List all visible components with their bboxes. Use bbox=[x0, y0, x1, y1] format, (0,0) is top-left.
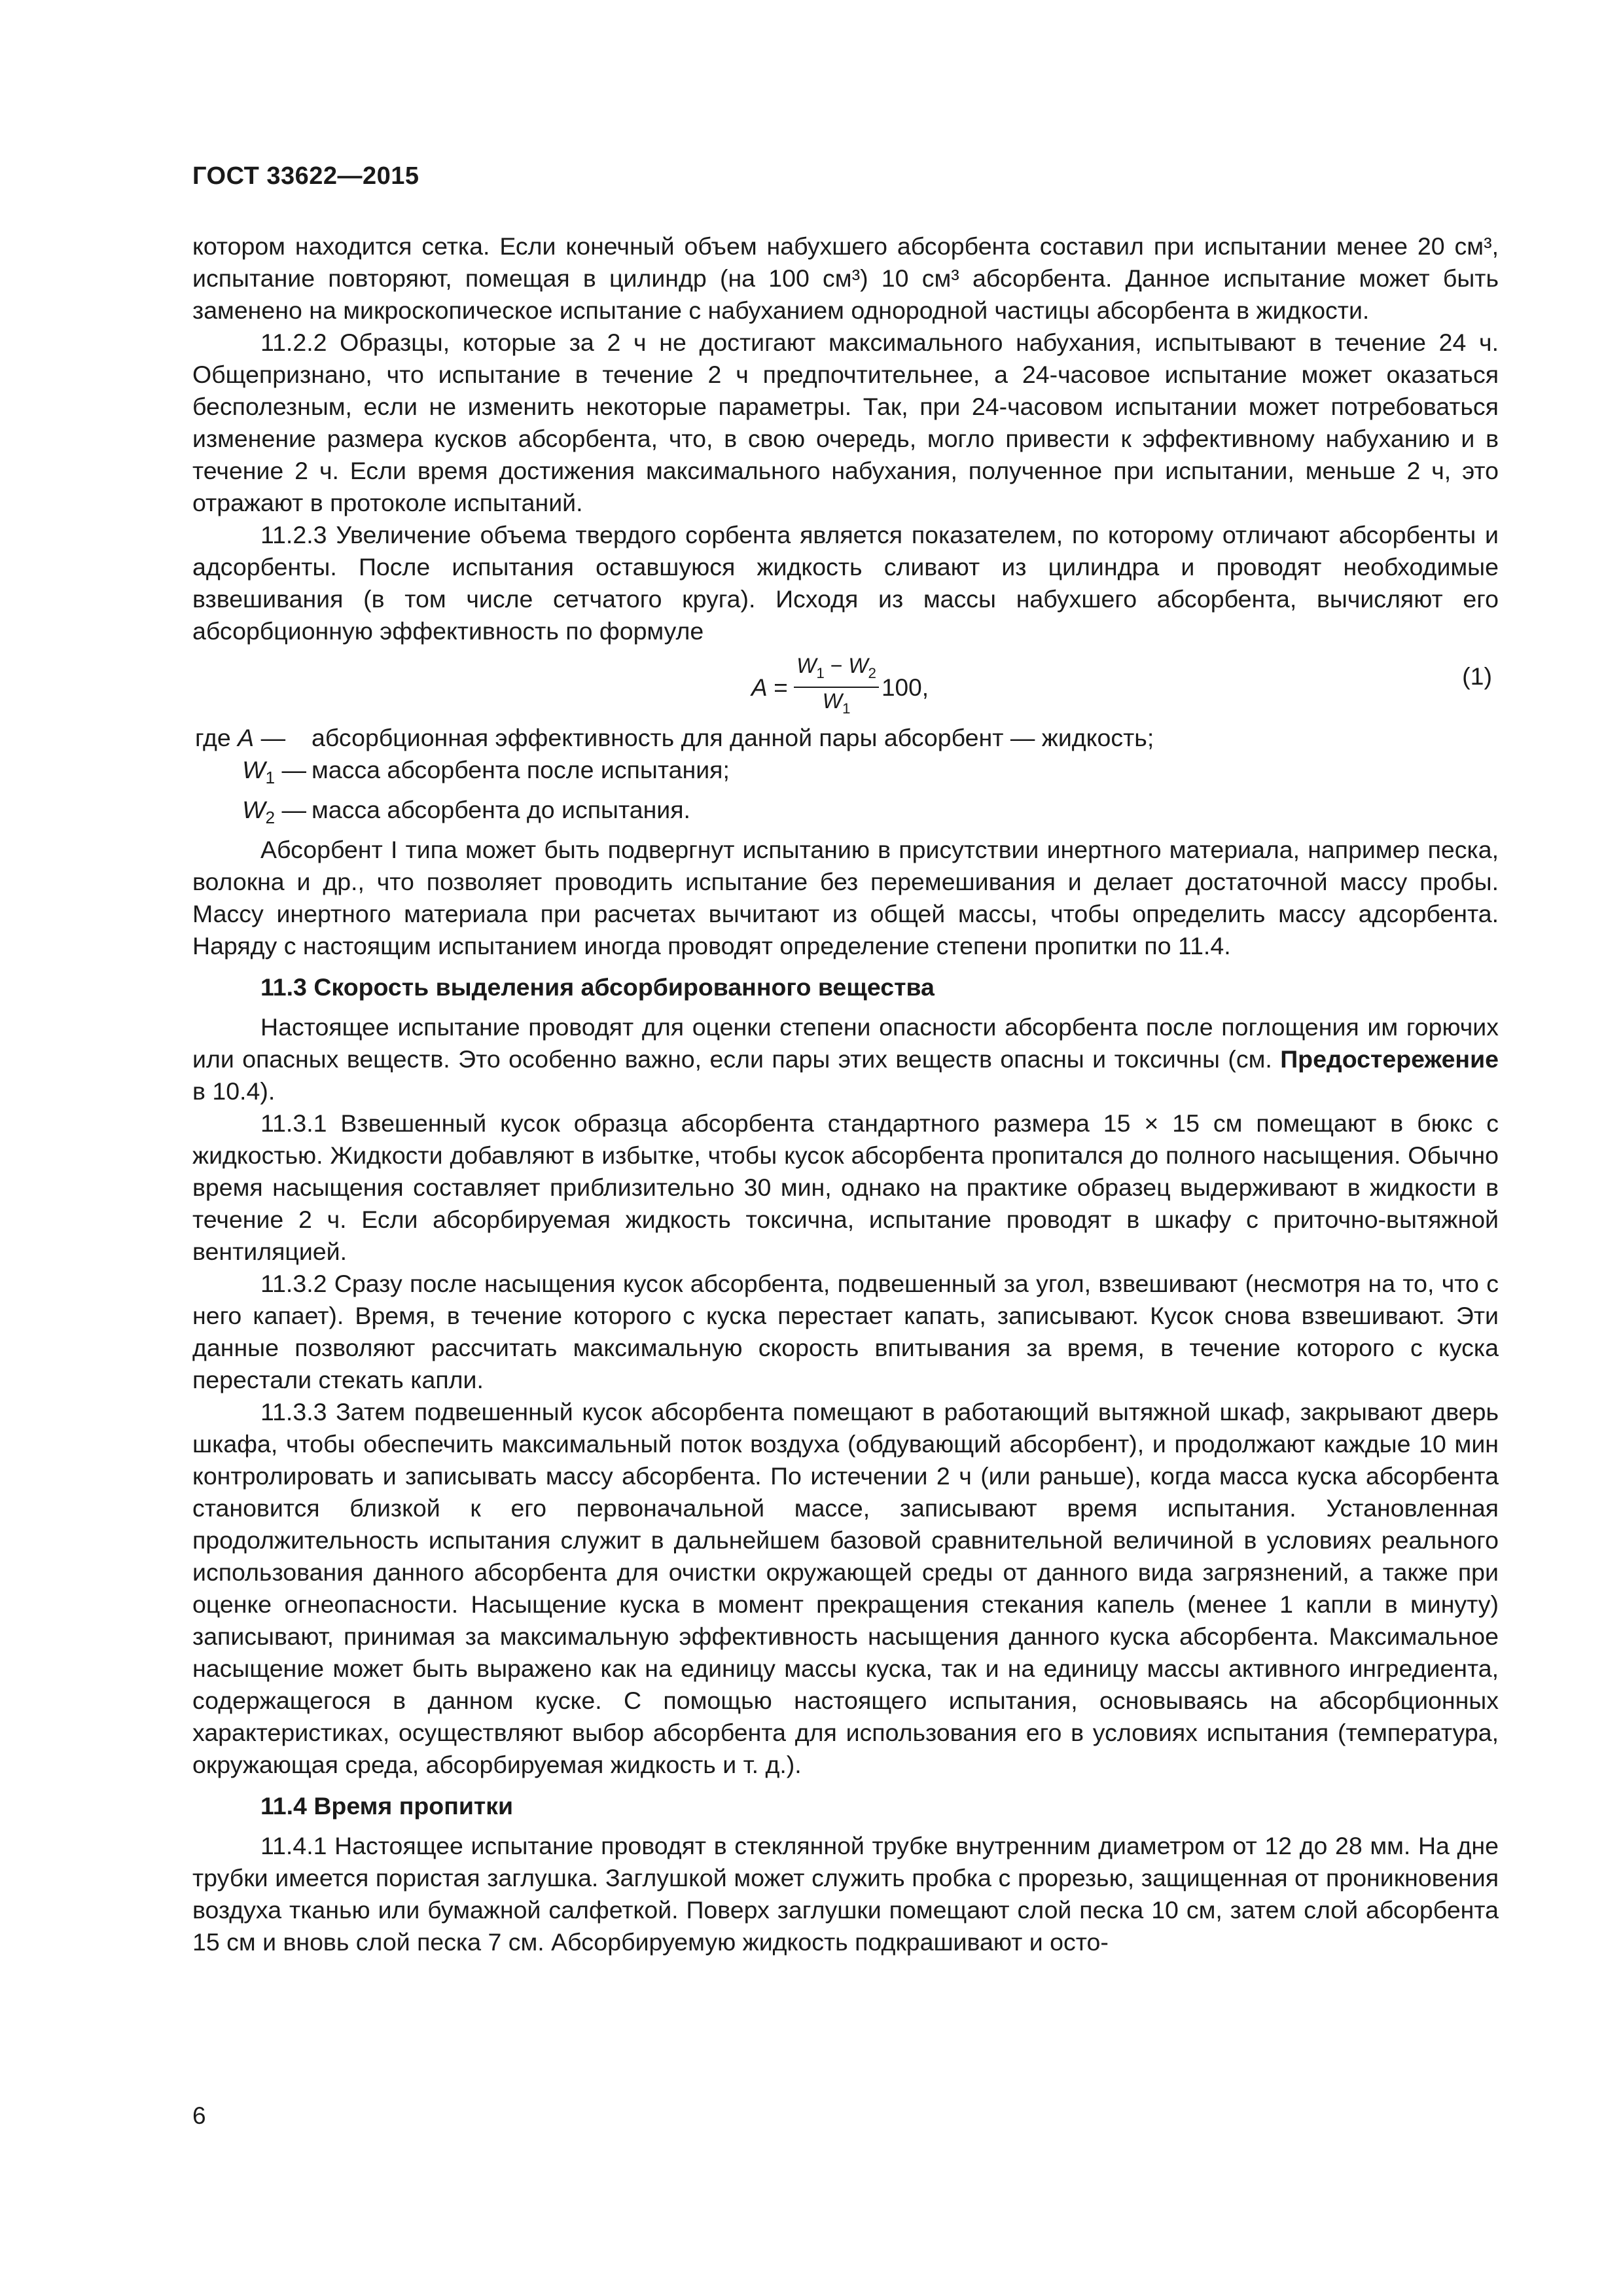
formula-fraction bbox=[794, 653, 879, 722]
section-heading-11-3: 11.3 Скорость выделения абсорбированного вещества bbox=[260, 973, 935, 1001]
paragraph-11-4-1: 11.4.1 Настоящее испытание проводят в стеклянной трубке внутренним диаметром от 12 до 28 мм. На дне трубки имеется пористая заглушка. Заглушкой может служить пробка с прорезью, защищенная от проникновения воздуха тканью или бумажной салфеткой. Поверх заглушки помещают слой песка 10 см, затем слой абсорбента 15 см и вновь слой песка 7 см. Абсорбируемую жидкость подкрашивают и осто- bbox=[192, 1832, 1499, 1956]
paragraph-11-3-intro: Настоящее испытание проводят для оценки степени опасности абсорбента после поглощения им горючих или опасных веществ. Это особенно важно, если пары этих веществ опасны и токсичны (см. Предостережение в 10.4). bbox=[192, 1013, 1499, 1105]
formula-legend bbox=[192, 722, 1499, 834]
formula-denominator: $W_1$ bbox=[822, 689, 851, 717]
formula-tail: 100, bbox=[881, 673, 929, 701]
paragraph-11-3-2: 11.3.2 Сразу после насыщения кусок абсорбента, подвешенный за угол, взвешивают (несмотря на то, что с него капает). Время, в течение которого с куска перестает капать, записывают. Кусок снова взвешивают. Эти данные позволяют рассчитать максимальную скорость впитывания за время, в течение которого с куска перестали стекать капли. bbox=[192, 1270, 1499, 1393]
equation-number: (1) bbox=[1462, 662, 1492, 690]
document-body bbox=[192, 230, 1499, 1958]
legend-text: масса абсорбента после испытания; bbox=[312, 756, 730, 783]
legend-symbol: $W_1$ — bbox=[242, 756, 306, 787]
paragraph-11-3-1: 11.3.1 Взвешенный кусок образца абсорбента стандартного размера 15 × 15 см помещают в бюкс с жидкостью. Жидкости добавляют в избытке, чтобы кусок абсорбента пропитался до полного насыщения. Обычно время насыщения составляет приблизительно 30 мин, однако на практике образец выдерживают в жидкости в течение 2 ч. Если абсорбируемая жидкость токсична, испытание проводят в шкафу с приточно-вытяжной вентиляцией. bbox=[192, 1109, 1499, 1265]
paragraph-11-2-3: 11.2.3 Увеличение объема твердого сорбента является показателем, по которому отличают абсорбенты и адсорбенты. После испытания оставшуюся жидкость сливают из цилиндра и проводят необходимые взвешивания (в том числе сетчатого круга). Исходя из массы набухшего абсорбента, вычисляют его абсорбционную эффективность по формуле bbox=[192, 521, 1499, 645]
formula-lhs: A = bbox=[751, 673, 788, 701]
paragraph-11-3-3: 11.3.3 Затем подвешенный кусок абсорбента помещают в работающий вытяжной шкаф, закрывают дверь шкафа, чтобы обеспечить максимальный поток воздуха (обдувающий абсорбент), и продолжают каждые 10 мин контролировать и записывать массу абсорбента. По истечении 2 ч (или раньше), когда масса куска абсорбента становится близкой к его первоначальной массе, записывают время испытания. Установленная продолжительность испытания служит в дальнейшем базовой сравнительной величиной в условиях реального использования данного абсорбента для очистки окружающей среды от данного вида загрязнений, а также при оценке огнеопасности. Насыщение куска в момент прекращения стекания капель (менее 1 капли в минуту) записывают, принимая за максимальную эффективность насыщения данного куска абсорбента. Максимальное насыщение может быть выражено как на единицу массы куска, так и на единицу массы активного ингредиента, содержащегося в данном куске. С помощью настоящего испытания, основываясь на абсорбционных характеристиках, осуществляют выбор абсорбента для использования его в условиях испытания (температура, окружающая среда, абсорбируемая жидкость и т. д.). bbox=[192, 1398, 1499, 1778]
formula-numerator: $W_1 - W_2$ bbox=[794, 653, 879, 688]
warning-reference: Предостережение bbox=[1280, 1045, 1499, 1073]
section-heading-11-4: 11.4 Время пропитки bbox=[260, 1792, 514, 1820]
legend-text: абсорбционная эффективность для данной пары абсорбент — жидкость; bbox=[312, 724, 1154, 751]
legend-row bbox=[192, 794, 1499, 834]
document-header: ГОСТ 33622—2015 bbox=[192, 162, 419, 190]
legend-symbol: $W_2$ — bbox=[242, 796, 306, 827]
page-number: 6 bbox=[192, 2102, 206, 2129]
legend-row bbox=[192, 722, 1499, 754]
legend-row bbox=[192, 754, 1499, 794]
formula bbox=[751, 653, 929, 722]
paragraph-11-2-2: 11.2.2 Образцы, которые за 2 ч не достигают максимального набухания, испытывают в течение 24 ч. Общепризнано, что испытание в течение 2 ч предпочтительнее, а 24-часовое испытание может оказаться бесполезным, если не изменить некоторые параметры. Так, при 24-часовом испытании может потребоваться изменение размера кусков абсорбента, что, в свою очередь, могло привести к эффективному набуханию и в течение 2 ч. Если время достижения максимального набухания, полученное при испытании, меньше 2 ч, это отражают в протоколе испытаний. bbox=[192, 329, 1499, 516]
paragraph-absorbent-type: Абсорбент I типа может быть подвергнут испытанию в присутствии инертного материала, например песка, волокна и др., что позволяет проводить испытание без перемешивания и делает достаточной массу пробы. Массу инертного материала при расчетах вычитают из общей массы, чтобы определить массу адсорбента. Наряду с настоящим испытанием иногда проводят определение степени пропитки по 11.4. bbox=[192, 836, 1499, 960]
formula-block bbox=[192, 647, 1499, 722]
paragraph-continuation: котором находится сетка. Если конечный объем набухшего абсорбента составил при испытании менее 20 см³, испытание повторяют, помещая в цилиндр (на 100 см³) 10 см³ абсорбента. Данное испытание может быть заменено на микроскопическое испытание с набуханием однородной частицы абсорбента в жидкости. bbox=[192, 232, 1499, 324]
legend-symbol: где A — bbox=[195, 724, 286, 751]
legend-text: масса абсорбента до испытания. bbox=[312, 796, 690, 823]
